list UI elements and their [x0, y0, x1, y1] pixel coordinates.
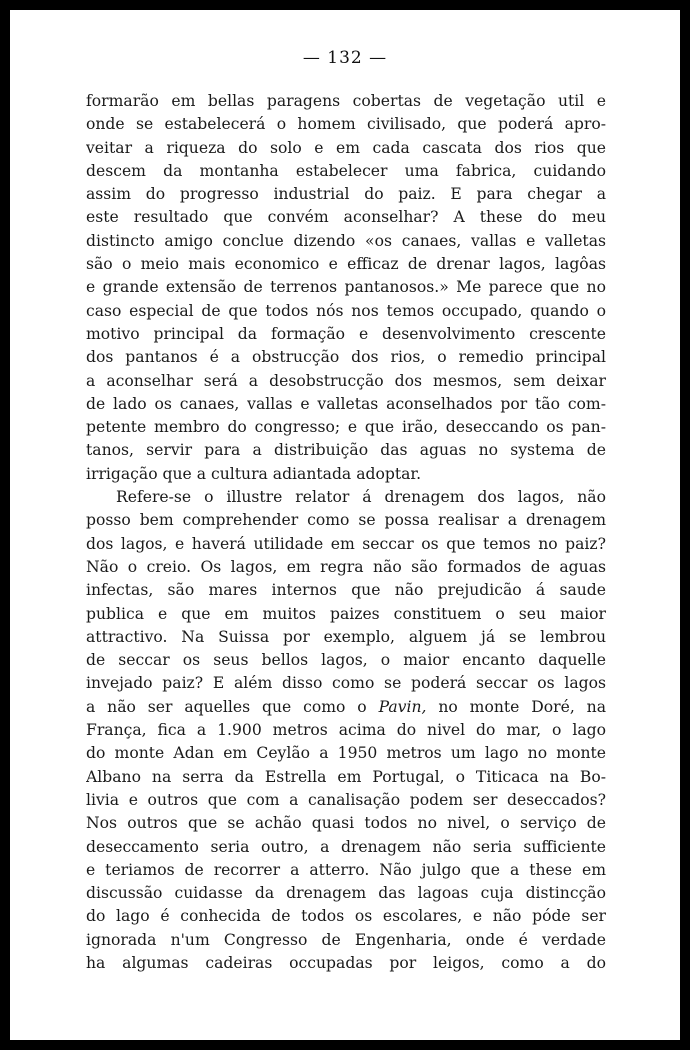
text-line: descem da montanha estabelecer uma fabrica, cuidando [86, 161, 606, 180]
paragraph-end-line: irrigação que a cultura adiantada adoptar. [86, 464, 422, 483]
text-line: Nos outros que se achão quasi todos no nivel, o serviço de [86, 814, 606, 833]
text-line: distincto amigo conclue dizendo «os canaes, vallas e valletas [86, 231, 606, 250]
text-line: tanos, servir para a distribuição das aguas no systema de [86, 441, 606, 460]
text-line: deseccamento seria outro, a drenagem não seria sufficiente [86, 837, 606, 856]
text-line: assim do progresso industrial do paiz. E para chegar a [86, 185, 606, 204]
text-line-with-italic [86, 696, 606, 719]
text-line: a aconselhar será a desobstrucção dos mesmos, sem deixar [86, 371, 606, 390]
text-line: e teriamos de recorrer a atterro. Não julgo que a these em [86, 860, 606, 879]
text-segment: a não ser aquelles que como o [86, 697, 367, 716]
text-line: Não o creio. Os lagos, em regra não são formados de aguas [86, 557, 606, 576]
text-line: Albano na serra da Estrella em Portugal, o Titicaca na Bo- [86, 767, 606, 786]
text-line: e grande extensão de terrenos pantanosos.» Me parece que no [86, 278, 606, 297]
text-line: caso especial de que todos nós nos temos occupado, quando o [86, 301, 606, 320]
text-line: invejado paiz? E além disso como se poderá seccar os lagos [86, 674, 606, 693]
text-line: infectas, são mares internos que não prejudicão á saude [86, 581, 606, 600]
text-line: publica e que em muitos paizes constituem o seu maior [86, 604, 606, 623]
text-line: ha algumas cadeiras occupadas por leigos, como a do [86, 953, 606, 972]
text-line: attractivo. Na Suissa por exemplo, alguem já se lembrou [86, 627, 606, 646]
body-text [86, 90, 606, 975]
text-line: são o meio mais economico e efficaz de drenar lagos, lagôas [86, 255, 606, 274]
text-line: posso bem comprehender como se possa realisar a drenagem [86, 511, 606, 530]
page-number: — 132 — [302, 48, 388, 68]
text-line: livia e outros que com a canalisação podem ser deseccados? [86, 790, 606, 809]
text-line: discussão cuidasse da drenagem das lagoas cuja distincção [86, 884, 606, 903]
text-line: este resultado que convém aconselhar? A these do meu [86, 208, 606, 227]
text-line: formarão em bellas paragens cobertas de vegetação util e [86, 92, 606, 110]
text-line: de lado os canaes, vallas e valletas aconselhados por tão com- [86, 394, 606, 413]
text-line: motivo principal da formação e desenvolvimento crescente [86, 324, 606, 343]
text-segment: no monte Doré, na [438, 697, 606, 716]
text-line: veitar a riqueza do solo e em cada cascata dos rios que [86, 138, 606, 157]
text-line: onde se estabelecerá o homem civilisado, que poderá apro- [86, 115, 606, 134]
text-line: França, fica a 1.900 metros acima do nivel do mar, o lago [86, 721, 606, 740]
paragraph-start-line: Refere-se o illustre relator á drenagem dos lagos, não [116, 488, 606, 507]
text-line: de seccar os seus bellos lagos, o maior encanto daquelle [86, 651, 606, 670]
text-line: do monte Adan em Ceylão a 1950 metros um lago no monte [86, 744, 606, 763]
italic-place-name: Pavin, [378, 697, 427, 716]
text-line: do lago é conhecida de todos os escolares, e não póde ser [86, 907, 606, 926]
text-line: ignorada n'um Congresso de Engenharia, onde é verdade [86, 930, 606, 949]
book-page [10, 10, 680, 1040]
text-line: petente membro do congresso; e que irão, deseccando os pan- [86, 418, 606, 437]
text-line: dos lagos, e haverá utilidade em seccar os que temos no paiz? [86, 534, 606, 553]
text-line: dos pantanos é a obstrucção dos rios, o remedio principal [86, 348, 606, 367]
